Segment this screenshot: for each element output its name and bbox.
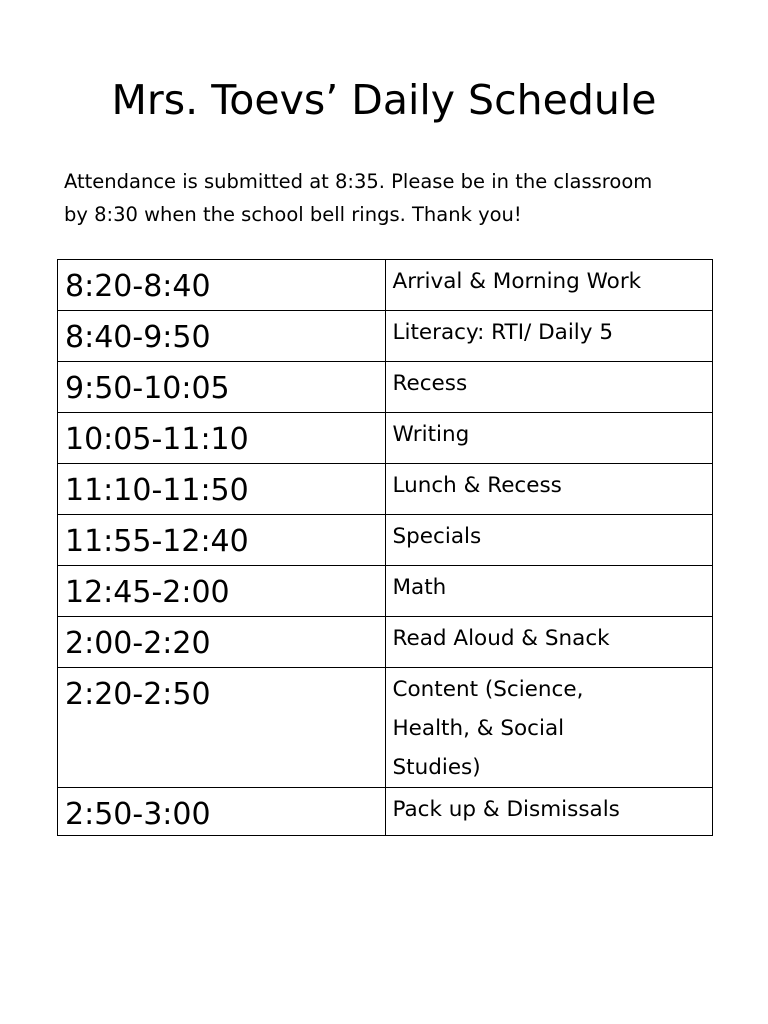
time-cell: 8:40-9:50	[58, 311, 386, 362]
time-cell: 2:20-2:50	[58, 668, 386, 788]
schedule-row	[58, 362, 713, 413]
time-cell: 8:20-8:40	[58, 260, 386, 311]
activity-cell: Arrival & Morning Work	[385, 260, 713, 311]
schedule-row	[58, 413, 713, 464]
page-title: Mrs. Toevs’ Daily Schedule	[111, 76, 657, 124]
time-cell: 2:50-3:00	[58, 788, 386, 836]
activity-cell: Read Aloud & Snack	[385, 617, 713, 668]
activity-cell: Pack up & Dismissals	[385, 788, 713, 836]
activity-line: Health, & Social	[392, 716, 565, 741]
activity-cell: Literacy: RTI/ Daily 5	[385, 311, 713, 362]
time-cell: 11:10-11:50	[58, 464, 386, 515]
activity-cell: Math	[385, 566, 713, 617]
time-cell: 2:00-2:20	[58, 617, 386, 668]
activity-cell: Writing	[385, 413, 713, 464]
activity-cell: Recess	[385, 362, 713, 413]
time-cell: 11:55-12:40	[58, 515, 386, 566]
time-cell: 9:50-10:05	[58, 362, 386, 413]
schedule-row	[58, 788, 713, 836]
attendance-note	[64, 165, 724, 231]
schedule-row	[58, 617, 713, 668]
schedule-row	[58, 311, 713, 362]
schedule-row	[58, 515, 713, 566]
time-cell: 10:05-11:10	[58, 413, 386, 464]
schedule-row	[58, 566, 713, 617]
attendance-note-line-2: by 8:30 when the school bell rings. Thank you!	[64, 203, 522, 226]
schedule-row	[58, 260, 713, 311]
activity-line: Content (Science,	[392, 677, 584, 702]
time-cell: 12:45-2:00	[58, 566, 386, 617]
schedule-row	[58, 464, 713, 515]
activity-cell	[385, 668, 713, 788]
activity-line: Studies)	[392, 755, 481, 780]
attendance-note-line-1: Attendance is submitted at 8:35. Please be in the classroom	[64, 170, 653, 193]
activity-cell: Lunch & Recess	[385, 464, 713, 515]
schedule-table	[57, 259, 713, 836]
activity-cell: Specials	[385, 515, 713, 566]
schedule-row	[58, 668, 713, 788]
